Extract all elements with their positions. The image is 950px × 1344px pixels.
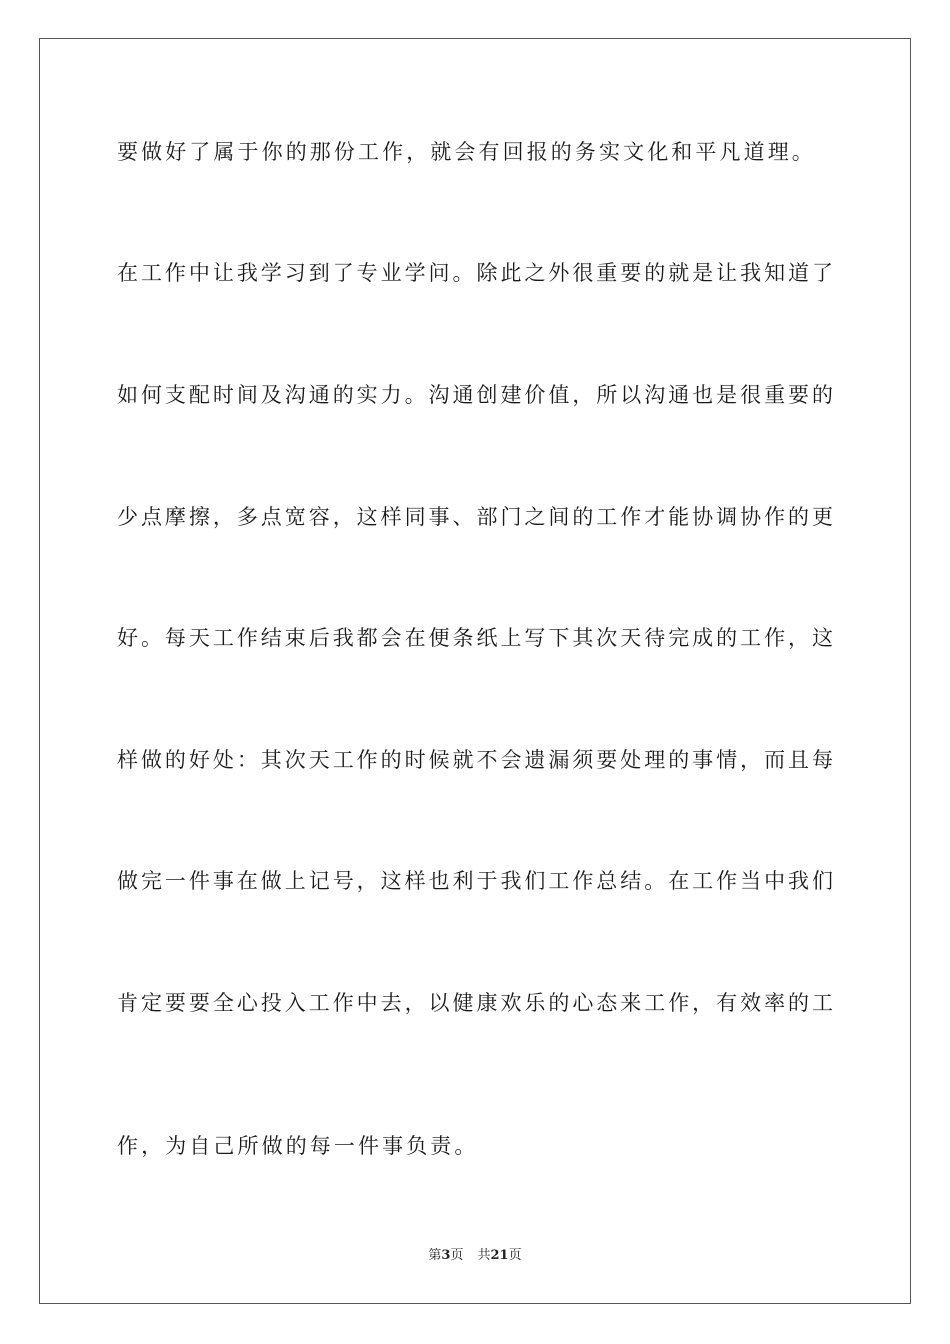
text-line: 做完一件事在做上记号，这样也利于我们工作总结。在工作当中我们 <box>117 869 833 893</box>
text-line: 在工作中让我学习到了专业学问。除此之外很重要的就是让我知道了 <box>117 261 833 285</box>
page-suffix: 页 <box>450 1248 464 1263</box>
text-line: 少点摩擦，多点宽容，这样同事、部门之间的工作才能协调协作的更 <box>117 505 833 529</box>
page-number: 3 <box>441 1248 451 1263</box>
total-suffix: 页 <box>508 1248 522 1263</box>
text-line: 样做的好处：其次天工作的时候就不会遗漏须要处理的事情，而且每 <box>117 748 833 772</box>
page-border <box>39 38 911 1304</box>
text-line: 如何支配时间及沟通的实力。沟通创建价值，所以沟通也是很重要的 <box>117 383 833 407</box>
total-prefix: 共 <box>477 1248 491 1263</box>
text-line: 肯定要要全心投入工作中去，以健康欢乐的心态来工作，有效率的工 <box>117 991 833 1015</box>
page-prefix: 第 <box>428 1248 442 1263</box>
text-line: 作，为自己所做的每一件事负责。 <box>117 1134 479 1158</box>
text-line: 好。每天工作结束后我都会在便条纸上写下其次天待完成的工作，这 <box>117 626 833 650</box>
text-line: 要做好了属于你的那份工作，就会有回报的务实文化和平凡道理。 <box>117 140 816 164</box>
page-footer <box>0 1246 950 1266</box>
total-pages: 21 <box>490 1248 509 1263</box>
